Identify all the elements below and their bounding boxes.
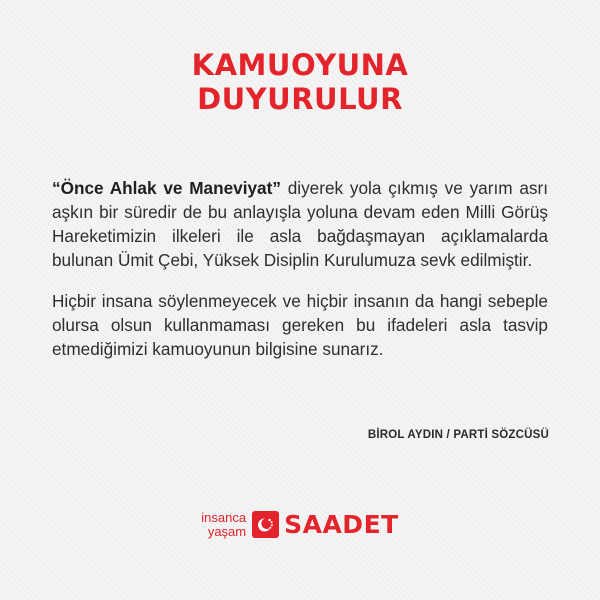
paragraph-1-text: diyerek yola çıkmış ve yarım asrı aşkın bir süredir de bu anlayışla yoluna devam eden Milli Görüş Hareketimizin ilkeleri ile asla bağdaşmayan açıklamalarda bulunan Ümit Çebi, Yüksek Disiplin Kurulumuza sevk edilmiştir. xyxy=(52,178,548,270)
motto-quote: “Önce Ahlak ve Maneviyat” xyxy=(52,178,281,198)
announcement-body xyxy=(52,176,548,378)
paragraph-2: Hiçbir insana söylenmeyecek ve hiçbir insanın da hangi sebeple olursa olsun kullanmaması gereken bu ifadeleri asla tasvip etmediğimizi kamuoyunun bilgisine sunarız. xyxy=(52,291,548,359)
title-line-1: KAMUOYUNA xyxy=(191,48,409,82)
signature: BİROL AYDIN / PARTİ SÖZCÜSÜ xyxy=(367,429,549,441)
title-line-2: DUYURULUR xyxy=(197,82,403,116)
paragraph-1 xyxy=(52,176,548,272)
slogan-line-2: yaşam xyxy=(207,523,247,539)
logo-brand-name: SAADET xyxy=(284,510,399,539)
crescent-star-icon xyxy=(252,511,279,538)
party-logo xyxy=(0,510,600,539)
slogan-line-1: insanca xyxy=(201,509,247,525)
logo-slogan xyxy=(201,511,246,539)
announcement-title xyxy=(0,48,600,116)
